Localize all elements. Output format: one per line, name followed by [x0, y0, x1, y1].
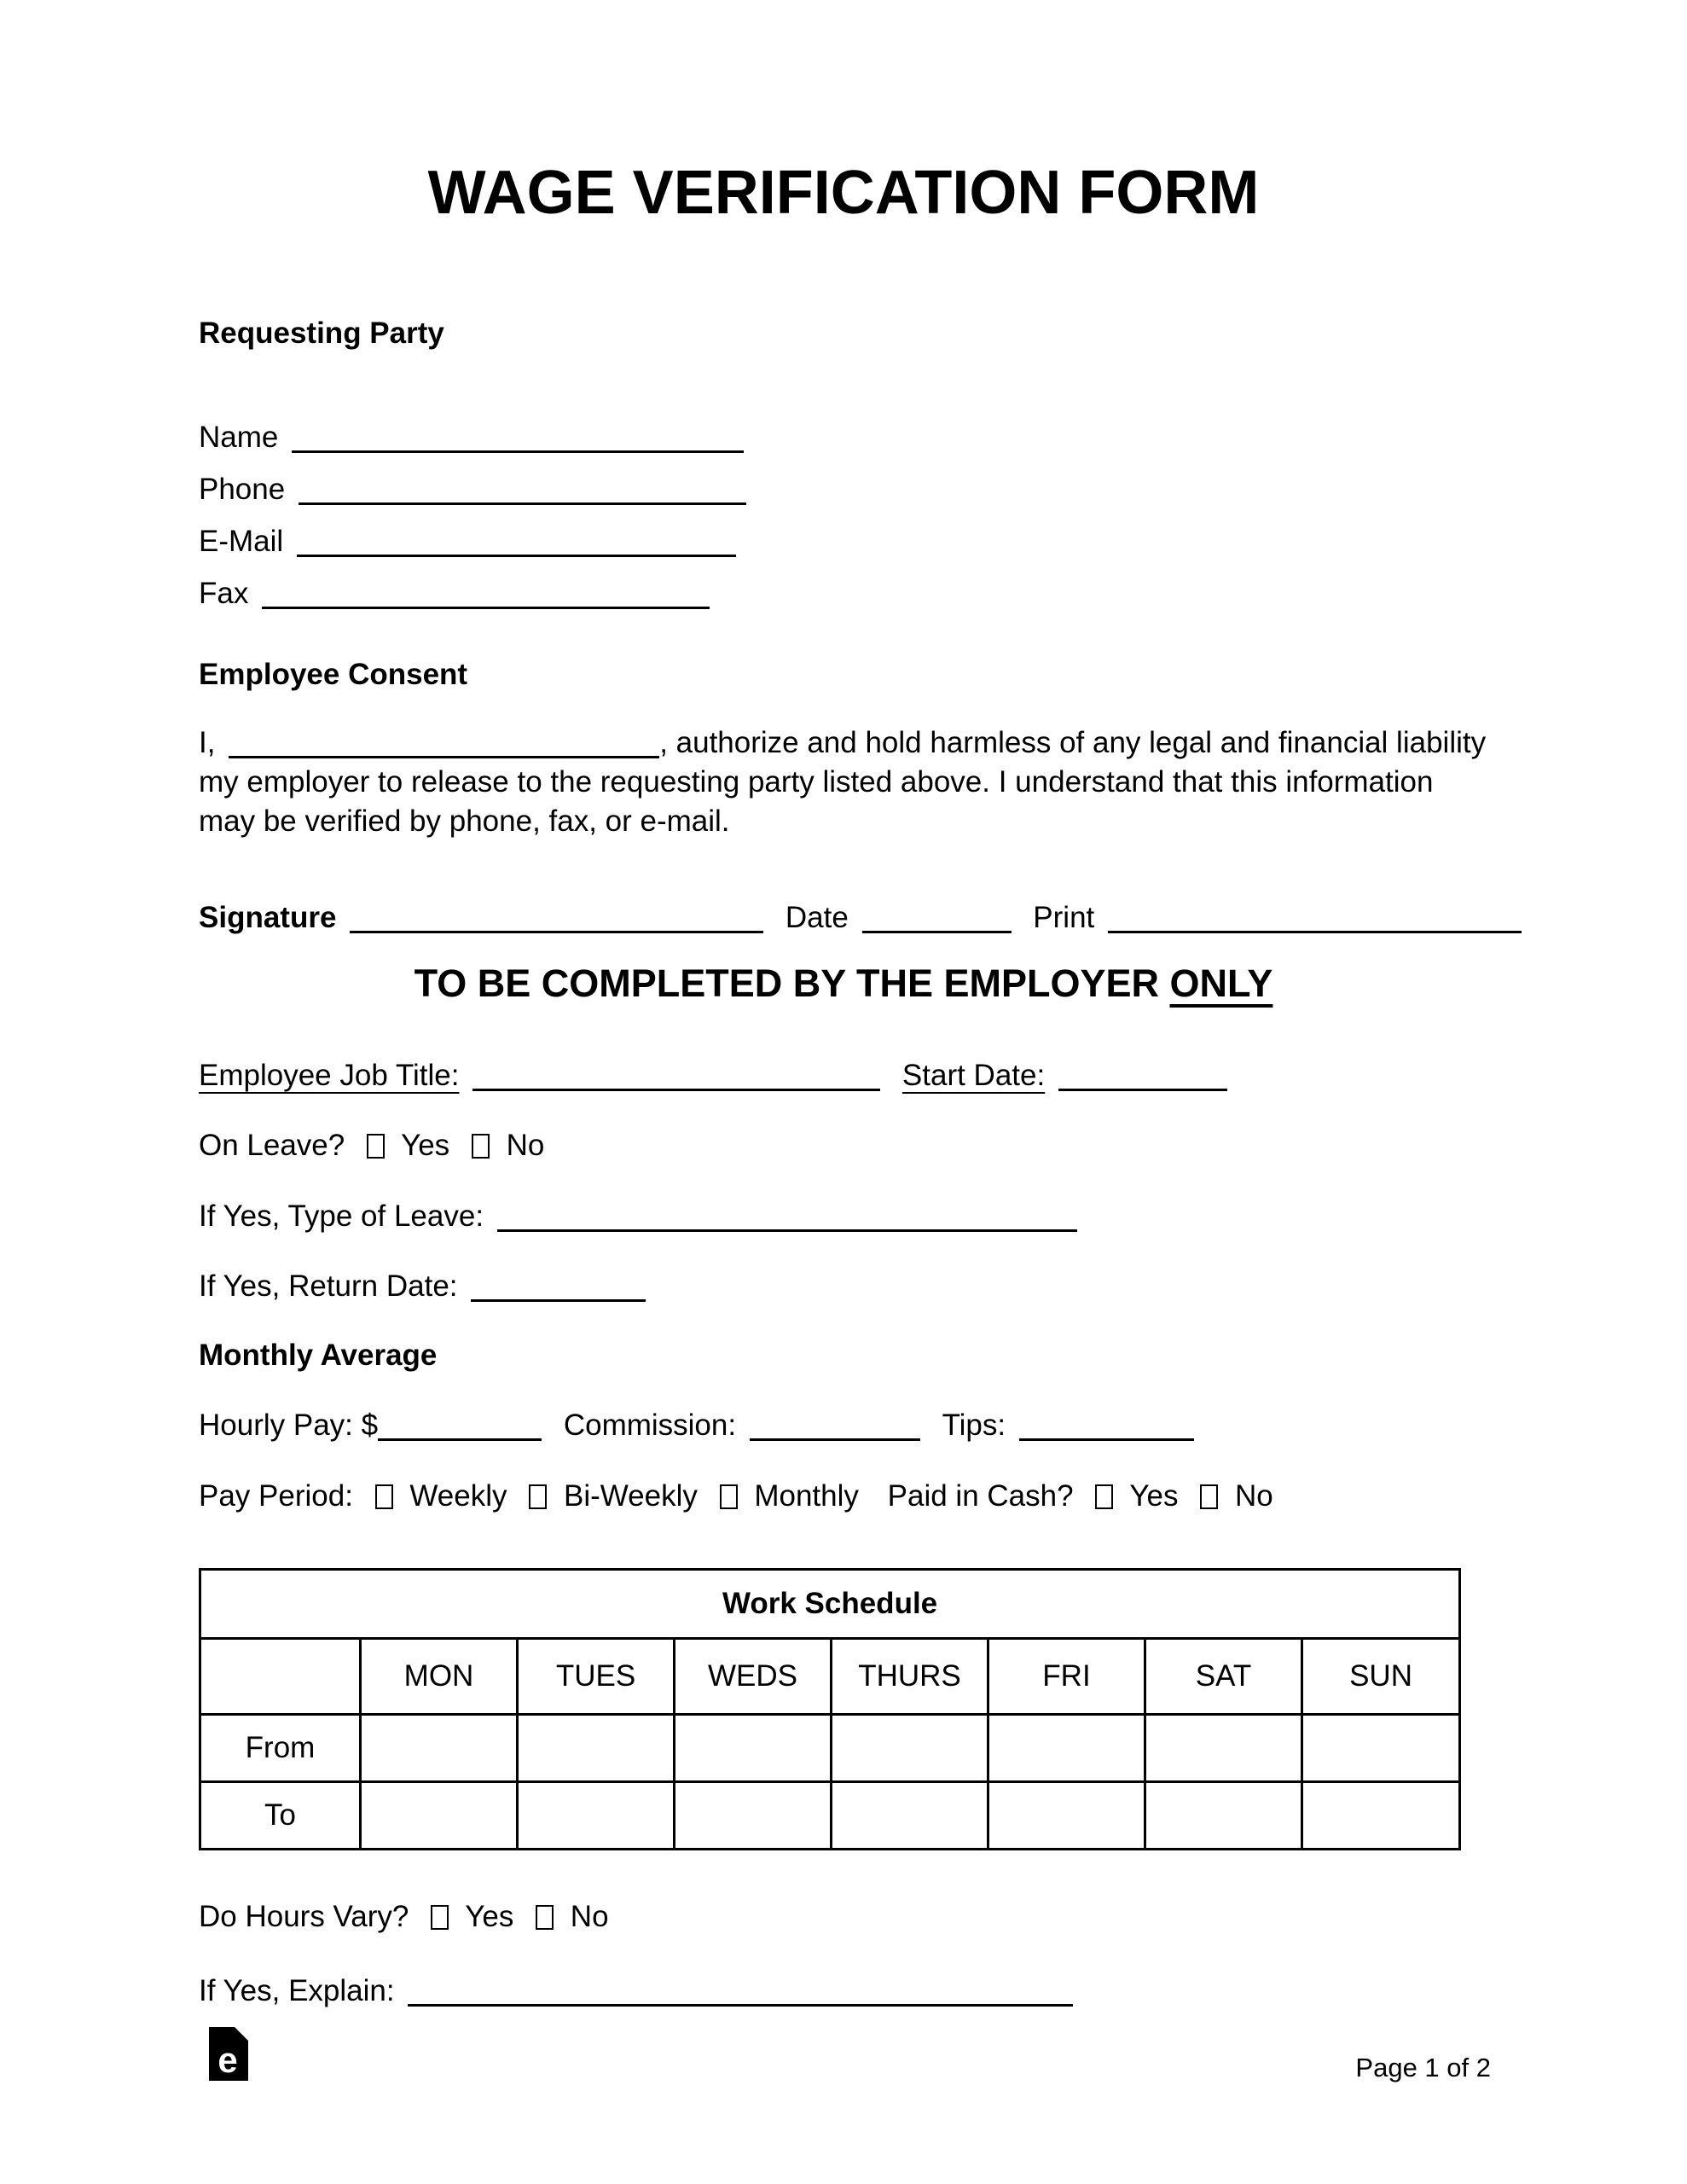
eforms-logo-letter: e [217, 2040, 238, 2080]
commission-blank-line[interactable] [750, 1413, 920, 1441]
hours-vary-no-checkbox[interactable] [536, 1905, 554, 1930]
return-date-label: If Yes, Return Date: [199, 1269, 458, 1303]
name-label: Name [199, 421, 279, 454]
schedule-cell-to-fri[interactable] [988, 1782, 1145, 1850]
schedule-cell-to-thurs[interactable] [832, 1782, 988, 1850]
return-date-row [199, 1269, 646, 1304]
tips-blank-line[interactable] [1019, 1413, 1194, 1441]
schedule-cell-to-sun[interactable] [1302, 1782, 1460, 1850]
email-field-row [199, 524, 736, 560]
requesting-party-heading: Requesting Party [199, 317, 444, 350]
on-leave-no-label: No [506, 1129, 545, 1162]
pay-period-row [199, 1478, 1273, 1514]
schedule-col-sat: SAT [1145, 1639, 1302, 1715]
print-label: Print [1033, 901, 1095, 934]
pay-period-biweekly-label: Bi-Weekly [563, 1479, 698, 1513]
return-date-blank-line[interactable] [471, 1274, 646, 1302]
explain-blank-line[interactable] [408, 1978, 1073, 2007]
employer-heading-text: TO BE COMPLETED BY THE EMPLOYER [414, 961, 1160, 1005]
date-blank-line[interactable] [862, 905, 1012, 933]
hours-vary-yes-checkbox[interactable] [431, 1905, 449, 1930]
signature-label: Signature [199, 901, 337, 934]
email-blank-line[interactable] [297, 529, 736, 557]
do-hours-vary-row [199, 1899, 609, 1935]
schedule-cell-to-mon[interactable] [361, 1782, 518, 1850]
pay-period-monthly-checkbox[interactable] [720, 1484, 738, 1509]
consent-text: , authorize and hold harmless of any legal and financial liability my employer to release to the requesting party listed above. I understand that this information may be verified by phone, fax, or e-mail. [199, 726, 1487, 838]
schedule-cell-from-weds[interactable] [675, 1715, 832, 1782]
explain-row [199, 1973, 1073, 2009]
work-schedule-title: Work Schedule [200, 1570, 1460, 1639]
schedule-col-sun: SUN [1302, 1639, 1460, 1715]
paid-in-cash-label: Paid in Cash? [887, 1479, 1074, 1513]
employee-consent-heading: Employee Consent [199, 658, 468, 691]
type-of-leave-label: If Yes, Type of Leave: [199, 1199, 484, 1233]
schedule-cell-from-mon[interactable] [361, 1715, 518, 1782]
document-page-icon [209, 2027, 248, 2081]
on-leave-no-checkbox[interactable] [472, 1134, 490, 1159]
consent-paragraph [199, 723, 1491, 841]
explain-label: If Yes, Explain: [199, 1974, 395, 2007]
do-hours-vary-label: Do Hours Vary? [199, 1900, 409, 1933]
job-title-row [199, 1058, 1227, 1094]
fax-field-row [199, 576, 710, 612]
paid-in-cash-yes-label: Yes [1129, 1479, 1179, 1513]
signature-row [199, 900, 1522, 936]
pay-period-monthly-label: Monthly [754, 1479, 859, 1513]
start-date-blank-line[interactable] [1058, 1063, 1227, 1091]
schedule-col-weds: WEDS [675, 1639, 832, 1715]
schedule-corner-cell [200, 1639, 361, 1715]
schedule-cell-from-thurs[interactable] [832, 1715, 988, 1782]
pay-period-weekly-label: Weekly [409, 1479, 507, 1513]
phone-blank-line[interactable] [299, 477, 746, 505]
paid-in-cash-yes-checkbox[interactable] [1095, 1484, 1113, 1509]
date-label: Date [785, 901, 849, 934]
schedule-row-label-from: From [200, 1715, 361, 1782]
on-leave-label: On Leave? [199, 1129, 345, 1162]
commission-label: Commission: [563, 1409, 737, 1442]
schedule-cell-from-sun[interactable] [1302, 1715, 1460, 1782]
pay-period-biweekly-checkbox[interactable] [529, 1484, 547, 1509]
schedule-col-fri: FRI [988, 1639, 1145, 1715]
schedule-col-mon: MON [361, 1639, 518, 1715]
job-title-blank-line[interactable] [472, 1063, 880, 1091]
start-date-label: Start Date: [901, 1059, 1046, 1092]
schedule-col-thurs: THURS [832, 1639, 988, 1715]
monthly-average-heading: Monthly Average [199, 1339, 438, 1372]
on-leave-yes-label: Yes [401, 1129, 450, 1162]
on-leave-yes-checkbox[interactable] [367, 1134, 385, 1159]
print-blank-line[interactable] [1108, 905, 1522, 933]
fax-label: Fax [199, 577, 249, 610]
job-title-label: Employee Job Title: [199, 1059, 460, 1092]
phone-label: Phone [199, 473, 286, 506]
hourly-pay-row [199, 1408, 1194, 1443]
pay-period-weekly-checkbox[interactable] [375, 1484, 393, 1509]
hourly-pay-label: Hourly Pay: $ [199, 1409, 379, 1442]
eforms-logo [209, 2027, 248, 2085]
signature-blank-line[interactable] [350, 905, 763, 933]
hours-vary-yes-label: Yes [465, 1900, 514, 1933]
schedule-col-tues: TUES [518, 1639, 675, 1715]
phone-field-row [199, 472, 746, 508]
form-title: WAGE VERIFICATION FORM [427, 159, 1260, 227]
hourly-pay-blank-line[interactable] [378, 1413, 542, 1441]
schedule-cell-from-fri[interactable] [988, 1715, 1145, 1782]
name-field-row [199, 420, 744, 456]
employer-section-heading [0, 961, 1687, 1007]
email-label: E-Mail [199, 525, 284, 558]
consent-name-blank-line[interactable] [229, 730, 659, 758]
schedule-cell-to-sat[interactable] [1145, 1782, 1302, 1850]
paid-in-cash-no-label: No [1234, 1479, 1273, 1513]
employer-heading-only: ONLY [1169, 961, 1273, 1005]
hours-vary-no-label: No [570, 1900, 609, 1933]
pay-period-label: Pay Period: [199, 1479, 353, 1513]
schedule-cell-to-tues[interactable] [518, 1782, 675, 1850]
paid-in-cash-no-checkbox[interactable] [1200, 1484, 1218, 1509]
work-schedule-table [199, 1568, 1461, 1850]
fax-blank-line[interactable] [262, 581, 710, 609]
schedule-row-label-to: To [200, 1782, 361, 1850]
on-leave-row [199, 1128, 544, 1164]
tips-label: Tips: [942, 1409, 1006, 1442]
type-of-leave-row [199, 1199, 1077, 1234]
schedule-cell-from-tues[interactable] [518, 1715, 675, 1782]
type-of-leave-blank-line[interactable] [497, 1204, 1077, 1232]
schedule-cell-to-weds[interactable] [675, 1782, 832, 1850]
page-number: Page 1 of 2 [1355, 2053, 1491, 2082]
name-blank-line[interactable] [292, 425, 744, 453]
schedule-cell-from-sat[interactable] [1145, 1715, 1302, 1782]
consent-prefix: I, [199, 726, 216, 759]
